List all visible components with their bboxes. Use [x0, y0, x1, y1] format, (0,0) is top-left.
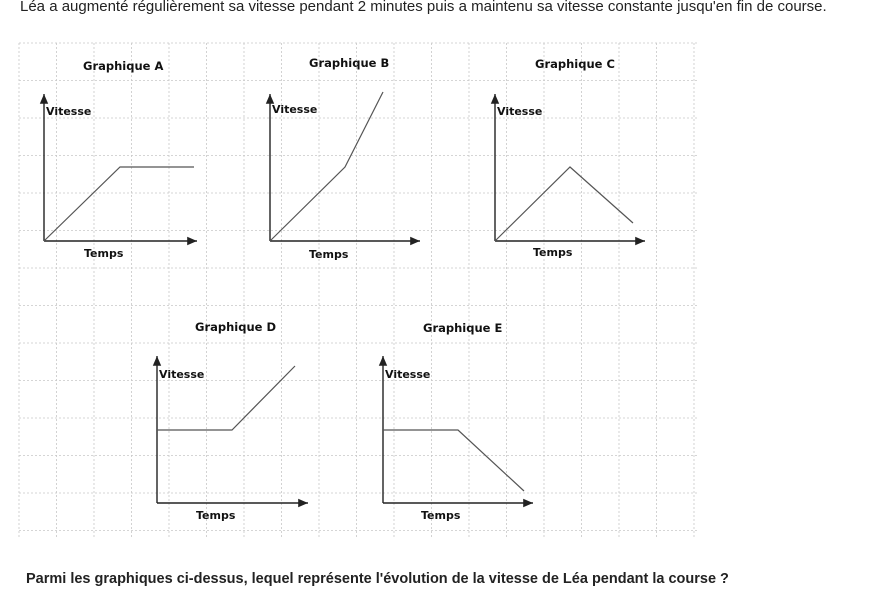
- graph-a: [44, 59, 197, 260]
- graph-b-title: Graphique B: [309, 56, 390, 70]
- graph-a-y-label: Vitesse: [46, 105, 92, 118]
- graph-a-curve: [44, 167, 194, 241]
- question-text: Parmi les graphiques ci-dessus, lequel représente l'évolution de la vitesse de Léa pendant la course ?: [26, 571, 729, 587]
- graph-d-title: Graphique D: [195, 320, 276, 334]
- graph-a-title: Graphique A: [83, 59, 164, 73]
- graph-b-x-label: Temps: [309, 248, 349, 261]
- graph-b-y-label: Vitesse: [272, 103, 318, 116]
- graph-a-x-label: Temps: [84, 247, 124, 260]
- background-grid: [19, 43, 699, 538]
- graph-e-x-label: Temps: [421, 509, 461, 522]
- graph-e: [383, 321, 533, 522]
- graph-c-title: Graphique C: [535, 57, 615, 71]
- graph-e-title: Graphique E: [423, 321, 503, 335]
- graph-d-x-label: Temps: [196, 509, 236, 522]
- graph-c-y-label: Vitesse: [497, 105, 543, 118]
- graph-e-y-label: Vitesse: [385, 368, 431, 381]
- graph-d: [157, 320, 308, 522]
- graph-d-y-label: Vitesse: [159, 368, 205, 381]
- graph-c: [495, 57, 645, 259]
- problem-statement: Léa a augmenté régulièrement sa vitesse pendant 2 minutes puis a maintenu sa vitesse constante jusqu'en fin de course.: [20, 0, 827, 15]
- graph-e-curve: [383, 430, 524, 491]
- graph-c-x-label: Temps: [533, 246, 573, 259]
- graph-c-curve: [495, 167, 633, 241]
